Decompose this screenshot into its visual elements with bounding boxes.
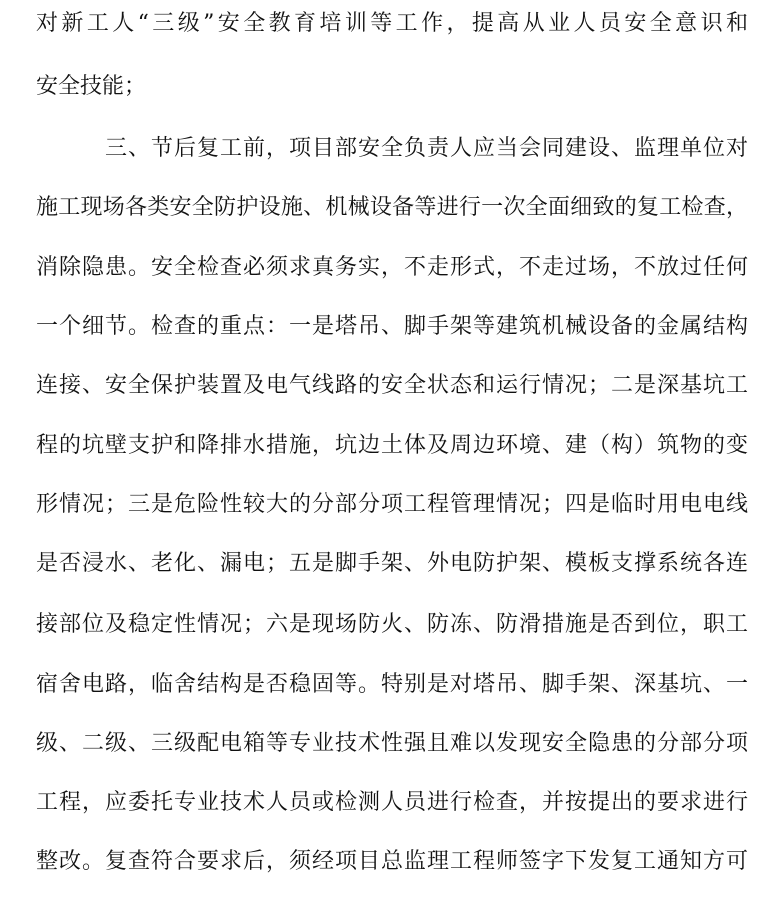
text-line-1: 对新工人“三级”安全教育培训等工作，提高从业人员安全意识和 bbox=[36, 11, 748, 36]
paragraph-3-heading-line: 三、节后复工前，项目部安全负责人应当会同建设、监理单位对 bbox=[105, 136, 748, 161]
text-line-5: 消除隐患。安全检查必须求真务实，不走形式，不走过场，不放过任何 bbox=[36, 255, 748, 280]
text-line-7: 连接、安全保护装置及电气线路的安全状态和运行情况；二是深基坑工 bbox=[36, 373, 748, 398]
text-line-10: 是否浸水、老化、漏电；五是脚手架、外电防护架、模板支撑系统各连 bbox=[36, 551, 748, 576]
text-line-9: 形情况；三是危险性较大的分部分项工程管理情况；四是临时用电电线 bbox=[36, 492, 748, 517]
text-line-12: 宿舍电路，临舍结构是否稳固等。特别是对塔吊、脚手架、深基坑、一 bbox=[36, 672, 748, 697]
text-line-2: 安全技能； bbox=[36, 74, 147, 99]
text-line-8: 程的坑壁支护和降排水措施，坑边土体及周边环境、建（构）筑物的变 bbox=[36, 433, 748, 458]
text-line-4: 施工现场各类安全防护设施、机械设备等进行一次全面细致的复工检查， bbox=[36, 195, 748, 220]
text-line-13: 级、二级、三级配电箱等专业技术性强且难以发现安全隐患的分部分项 bbox=[36, 731, 748, 756]
text-line-15: 整改。复查符合要求后，须经项目总监理工程师签字下发复工通知方可 bbox=[36, 849, 748, 874]
text-line-11: 接部位及稳定性情况；六是现场防火、防冻、防滑措施是否到位，职工 bbox=[36, 612, 748, 637]
text-line-6: 一个细节。检查的重点：一是塔吊、脚手架等建筑机械设备的金属结构 bbox=[36, 314, 748, 339]
text-line-14: 工程，应委托专业技术人员或检测人员进行检查，并按提出的要求进行 bbox=[36, 790, 748, 815]
